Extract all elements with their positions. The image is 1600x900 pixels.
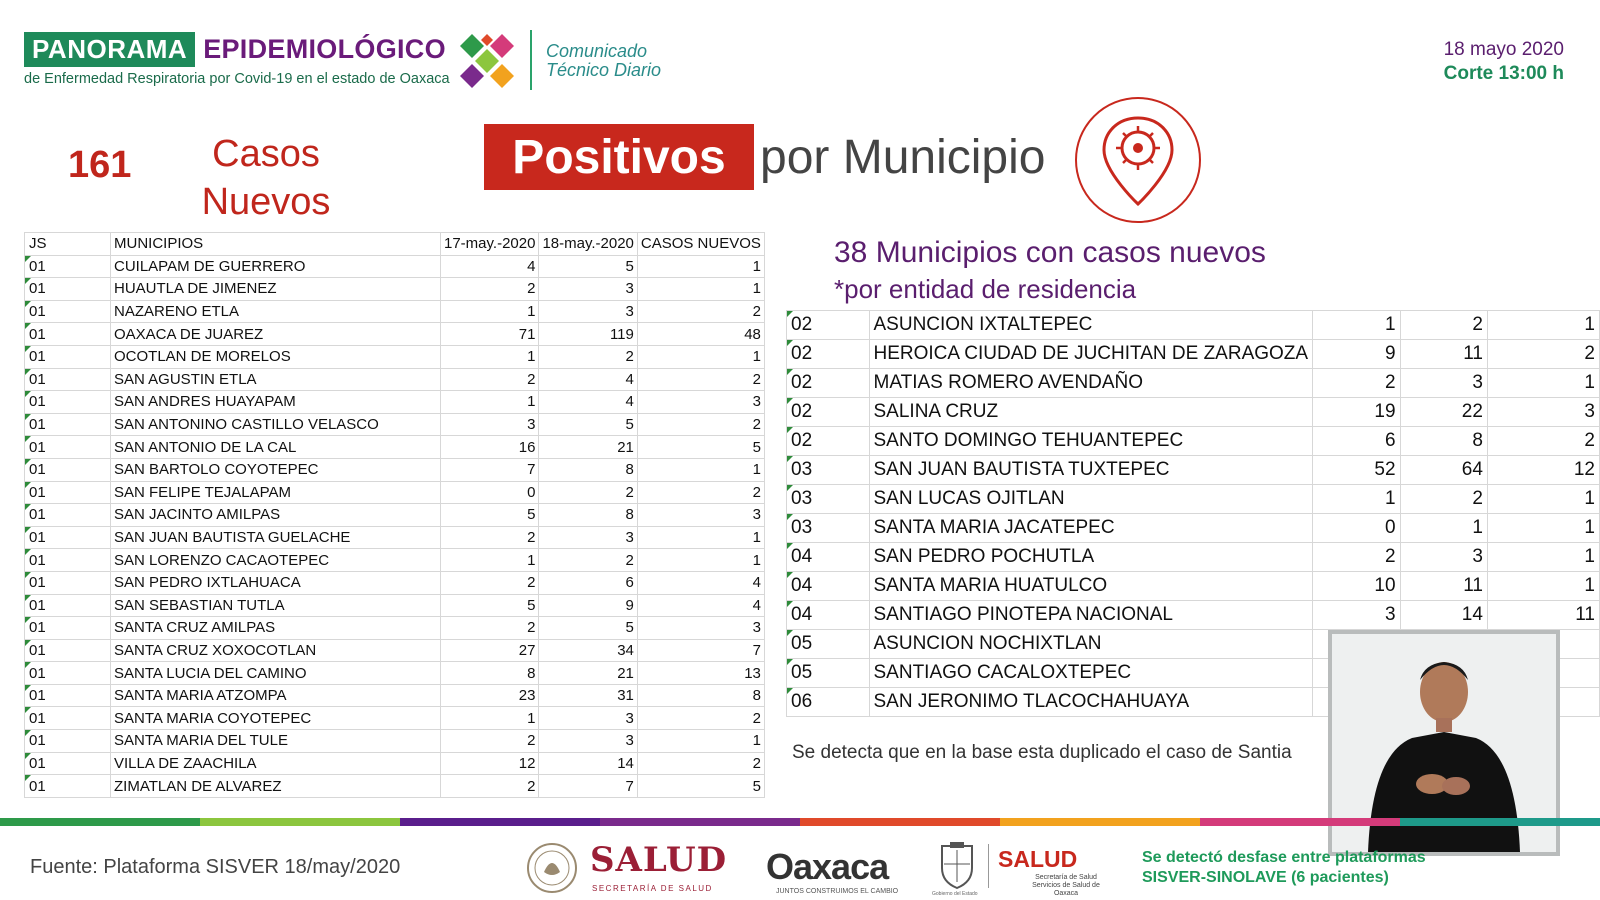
state-coat-of-arms-icon bbox=[938, 840, 976, 890]
count-18-may-cell: 9 bbox=[539, 594, 637, 617]
count-18-may-cell: 21 bbox=[539, 662, 637, 685]
table-row bbox=[787, 456, 1600, 485]
count-18-may-cell: 3 bbox=[1400, 369, 1487, 398]
report-cutoff: Corte 13:00 h bbox=[1443, 63, 1564, 84]
right-panel-subtitle: *por entidad de residencia bbox=[834, 274, 1137, 304]
municipio-cell: SANTA MARIA ATZOMPA bbox=[111, 684, 441, 707]
count-18-may-cell: 11 bbox=[1400, 572, 1487, 601]
js-cell: 01 bbox=[25, 278, 111, 301]
count-17-may-cell: 2 bbox=[441, 571, 539, 594]
casos-nuevos-cell: 1 bbox=[1487, 572, 1599, 601]
casos-nuevos-cell: 2 bbox=[637, 300, 764, 323]
count-18-may-cell: 8 bbox=[539, 458, 637, 481]
js-cell: 06 bbox=[787, 688, 870, 717]
casos-nuevos-cell: 2 bbox=[637, 481, 764, 504]
count-18-may-cell: 3 bbox=[539, 730, 637, 753]
count-17-may-cell: 1 bbox=[441, 707, 539, 730]
count-17-may-cell: 5 bbox=[441, 504, 539, 527]
municipio-cell: SAN LORENZO CACAOTEPEC bbox=[111, 549, 441, 572]
casos-nuevos-cell: 1 bbox=[1487, 485, 1599, 514]
municipio-cell: SAN PEDRO IXTLAHUACA bbox=[111, 571, 441, 594]
duplicate-note: Se detecta que en la base esta duplicado el caso de Santia bbox=[792, 742, 1292, 763]
municipio-cell: ASUNCION NOCHIXTLAN bbox=[869, 630, 1313, 659]
table-row bbox=[25, 662, 765, 685]
casos-nuevos-cell: 3 bbox=[637, 391, 764, 414]
js-cell: 01 bbox=[25, 255, 111, 278]
desfase-note bbox=[1142, 848, 1426, 888]
table-row bbox=[25, 752, 765, 775]
js-cell: 01 bbox=[25, 345, 111, 368]
count-17-may-cell: 1 bbox=[441, 549, 539, 572]
js-cell: 01 bbox=[25, 323, 111, 346]
casos-nuevos-cell: 13 bbox=[637, 662, 764, 685]
count-17-may-cell: 1 bbox=[441, 391, 539, 414]
municipio-cell: HUAUTLA DE JIMENEZ bbox=[111, 278, 441, 301]
count-17-may-cell: 19 bbox=[1313, 398, 1400, 427]
casos-nuevos-cell: 1 bbox=[637, 255, 764, 278]
js-cell: 01 bbox=[25, 549, 111, 572]
casos-nuevos-cell: 2 bbox=[637, 707, 764, 730]
count-17-may-cell: 2 bbox=[441, 278, 539, 301]
js-cell: 01 bbox=[25, 458, 111, 481]
left-table-header-row bbox=[25, 233, 765, 256]
table-row bbox=[25, 413, 765, 436]
count-18-may-cell: 64 bbox=[1400, 456, 1487, 485]
municipio-cell: HEROICA CIUDAD DE JUCHITAN DE ZARAGOZA bbox=[869, 340, 1313, 369]
count-18-may-cell: 2 bbox=[1400, 311, 1487, 340]
js-cell: 03 bbox=[787, 514, 870, 543]
count-17-may-cell: 0 bbox=[441, 481, 539, 504]
count-17-may-cell: 0 bbox=[1313, 514, 1400, 543]
js-cell: 01 bbox=[25, 639, 111, 662]
band-segment bbox=[1000, 818, 1200, 826]
municipio-cell: OCOTLAN DE MORELOS bbox=[111, 345, 441, 368]
report-date: 18 mayo 2020 bbox=[1443, 39, 1564, 60]
casos-nuevos-cell: 1 bbox=[1487, 311, 1599, 340]
diamonds-logo-icon bbox=[458, 32, 516, 90]
table-row bbox=[787, 572, 1600, 601]
casos-nuevos-cell: 1 bbox=[637, 526, 764, 549]
municipio-cell: SANTA LUCIA DEL CAMINO bbox=[111, 662, 441, 685]
count-18-may-cell: 8 bbox=[1400, 427, 1487, 456]
table-row bbox=[25, 526, 765, 549]
municipio-cell: SAN PEDRO POCHUTLA bbox=[869, 543, 1313, 572]
count-18-may-cell: 6 bbox=[539, 571, 637, 594]
band-segment bbox=[800, 818, 1000, 826]
municipio-cell: SAN JUAN BAUTISTA TUXTEPEC bbox=[869, 456, 1313, 485]
count-18-may-cell: 21 bbox=[539, 436, 637, 459]
header-js: JS bbox=[25, 233, 111, 256]
js-cell: 01 bbox=[25, 300, 111, 323]
municipio-cell: ASUNCION IXTALTEPEC bbox=[869, 311, 1313, 340]
casos-nuevos-cell: 2 bbox=[637, 413, 764, 436]
title-positivos: Positivos bbox=[484, 124, 754, 190]
virus-location-pin-icon bbox=[1074, 96, 1202, 224]
count-18-may-cell: 3 bbox=[539, 526, 637, 549]
count-17-may-cell: 10 bbox=[1313, 572, 1400, 601]
count-18-may-cell: 2 bbox=[539, 345, 637, 368]
municipio-cell: NAZARENO ETLA bbox=[111, 300, 441, 323]
municipio-cell: SALINA CRUZ bbox=[869, 398, 1313, 427]
js-cell: 01 bbox=[25, 571, 111, 594]
casos-nuevos-cell: 1 bbox=[637, 458, 764, 481]
table-row bbox=[25, 504, 765, 527]
municipio-cell: SANTA MARIA HUATULCO bbox=[869, 572, 1313, 601]
count-18-may-cell: 4 bbox=[539, 391, 637, 414]
brand-panorama: PANORAMA bbox=[24, 32, 195, 67]
count-17-may-cell: 2 bbox=[441, 730, 539, 753]
js-cell: 01 bbox=[25, 707, 111, 730]
casos-nuevos-cell: 5 bbox=[637, 775, 764, 798]
count-17-may-cell: 6 bbox=[1313, 427, 1400, 456]
count-18-may-cell: 11 bbox=[1400, 340, 1487, 369]
js-cell: 01 bbox=[25, 391, 111, 414]
brand-subtitle: de Enfermedad Respiratoria por Covid-19 en el estado de Oaxaca bbox=[24, 71, 450, 87]
casos-nuevos-cell: 5 bbox=[637, 436, 764, 459]
table-row bbox=[25, 707, 765, 730]
js-cell: 02 bbox=[787, 340, 870, 369]
municipio-cell: SANTIAGO CACALOXTEPEC bbox=[869, 659, 1313, 688]
table-row bbox=[25, 323, 765, 346]
count-18-may-cell: 22 bbox=[1400, 398, 1487, 427]
table-row bbox=[25, 639, 765, 662]
casos-nuevos-cell: 3 bbox=[1487, 398, 1599, 427]
comunicado-line2: Técnico Diario bbox=[546, 60, 662, 80]
municipio-cell: MATIAS ROMERO AVENDAÑO bbox=[869, 369, 1313, 398]
count-17-may-cell: 2 bbox=[441, 617, 539, 640]
table-row bbox=[787, 398, 1600, 427]
count-17-may-cell: 23 bbox=[441, 684, 539, 707]
js-cell: 01 bbox=[25, 526, 111, 549]
count-17-may-cell: 12 bbox=[441, 752, 539, 775]
casos-nuevos-cell: 48 bbox=[637, 323, 764, 346]
js-cell: 01 bbox=[25, 504, 111, 527]
js-cell: 02 bbox=[787, 398, 870, 427]
table-row bbox=[25, 775, 765, 798]
table-row bbox=[25, 684, 765, 707]
municipio-cell: SAN JUAN BAUTISTA GUELACHE bbox=[111, 526, 441, 549]
header-municipios: MUNICIPIOS bbox=[111, 233, 441, 256]
js-cell: 01 bbox=[25, 752, 111, 775]
header-17-may: 17-may.-2020 bbox=[441, 233, 539, 256]
municipio-cell: SANTA MARIA DEL TULE bbox=[111, 730, 441, 753]
band-segment bbox=[1400, 818, 1600, 826]
js-cell: 01 bbox=[25, 617, 111, 640]
table-row bbox=[25, 391, 765, 414]
municipio-cell: SAN ANTONINO CASTILLO VELASCO bbox=[111, 413, 441, 436]
table-row bbox=[787, 311, 1600, 340]
table-row bbox=[25, 436, 765, 459]
table-row bbox=[25, 255, 765, 278]
casos-nuevos-cell: 2 bbox=[1487, 427, 1599, 456]
js-cell: 04 bbox=[787, 601, 870, 630]
count-17-may-cell: 2 bbox=[441, 368, 539, 391]
table-row bbox=[787, 601, 1600, 630]
js-cell: 02 bbox=[787, 369, 870, 398]
count-18-may-cell: 2 bbox=[1400, 485, 1487, 514]
count-18-may-cell: 31 bbox=[539, 684, 637, 707]
casos-nuevos-cell: 3 bbox=[637, 504, 764, 527]
count-17-may-cell: 3 bbox=[1313, 601, 1400, 630]
js-cell: 03 bbox=[787, 485, 870, 514]
municipio-cell: SANTIAGO PINOTEPA NACIONAL bbox=[869, 601, 1313, 630]
count-18-may-cell: 8 bbox=[539, 504, 637, 527]
table-row bbox=[787, 514, 1600, 543]
count-17-may-cell: 2 bbox=[441, 526, 539, 549]
casos-nuevos-cell: 2 bbox=[637, 752, 764, 775]
count-17-may-cell: 1 bbox=[441, 345, 539, 368]
band-segment bbox=[200, 818, 400, 826]
municipio-cell: SAN AGUSTIN ETLA bbox=[111, 368, 441, 391]
count-18-may-cell: 14 bbox=[1400, 601, 1487, 630]
casos-nuevos-cell: 4 bbox=[637, 571, 764, 594]
header-18-may: 18-may.-2020 bbox=[539, 233, 637, 256]
js-cell: 04 bbox=[787, 572, 870, 601]
table-row bbox=[787, 369, 1600, 398]
salud-logo: SALUD bbox=[590, 840, 728, 880]
table-row bbox=[787, 427, 1600, 456]
salud-oaxaca-logo: SALUD bbox=[998, 846, 1078, 872]
casos-nuevos-cell: 2 bbox=[1487, 340, 1599, 369]
count-17-may-cell: 8 bbox=[441, 662, 539, 685]
casos-nuevos-cell: 1 bbox=[637, 730, 764, 753]
count-17-may-cell: 5 bbox=[441, 594, 539, 617]
js-cell: 02 bbox=[787, 427, 870, 456]
js-cell: 03 bbox=[787, 456, 870, 485]
municipio-cell: SAN ANDRES HUAYAPAM bbox=[111, 391, 441, 414]
count-17-may-cell: 9 bbox=[1313, 340, 1400, 369]
footer-divider bbox=[988, 844, 989, 888]
count-17-may-cell: 16 bbox=[441, 436, 539, 459]
casos-nuevos-cell: 1 bbox=[1487, 543, 1599, 572]
count-17-may-cell: 2 bbox=[1313, 543, 1400, 572]
js-cell: 01 bbox=[25, 684, 111, 707]
js-cell: 02 bbox=[787, 311, 870, 340]
table-row bbox=[787, 340, 1600, 369]
municipio-cell: SANTA MARIA COYOTEPEC bbox=[111, 707, 441, 730]
casos-nuevos-cell: 12 bbox=[1487, 456, 1599, 485]
band-segment bbox=[600, 818, 800, 826]
municipio-cell: SAN BARTOLO COYOTEPEC bbox=[111, 458, 441, 481]
escudo-sub: Gobierno del Estado bbox=[932, 891, 978, 897]
js-cell: 01 bbox=[25, 481, 111, 504]
casos-nuevos-cell: 1 bbox=[637, 278, 764, 301]
table-row bbox=[25, 345, 765, 368]
table-row bbox=[25, 458, 765, 481]
casos-nuevos-cell: 11 bbox=[1487, 601, 1599, 630]
count-18-may-cell: 1 bbox=[1400, 514, 1487, 543]
oaxaca-logo-sub: JUNTOS CONSTRUIMOS EL CAMBIO bbox=[776, 888, 899, 895]
js-cell: 01 bbox=[25, 662, 111, 685]
desfase-line2: SISVER-SINOLAVE (6 pacientes) bbox=[1142, 869, 1389, 886]
count-18-may-cell: 5 bbox=[539, 617, 637, 640]
brand-block bbox=[24, 32, 450, 87]
js-cell: 01 bbox=[25, 368, 111, 391]
municipio-cell: ZIMATLAN DE ALVAREZ bbox=[111, 775, 441, 798]
count-17-may-cell: 1 bbox=[441, 300, 539, 323]
desfase-line1: Se detectó desfase entre plataformas bbox=[1142, 849, 1426, 866]
new-cases-line1: Casos bbox=[212, 133, 320, 175]
count-18-may-cell: 7 bbox=[539, 775, 637, 798]
count-18-may-cell: 3 bbox=[539, 707, 637, 730]
table-row bbox=[25, 730, 765, 753]
js-cell: 05 bbox=[787, 659, 870, 688]
municipio-cell: VILLA DE ZAACHILA bbox=[111, 752, 441, 775]
brand-epidemiologico: EPIDEMIOLÓGICO bbox=[203, 34, 446, 64]
casos-nuevos-cell: 8 bbox=[637, 684, 764, 707]
count-17-may-cell: 52 bbox=[1313, 456, 1400, 485]
salud-oaxaca-sub: Secretaría de Salud Servicios de Salud de Oaxaca bbox=[1032, 874, 1100, 897]
municipio-cell: CUILAPAM DE GUERRERO bbox=[111, 255, 441, 278]
count-18-may-cell: 3 bbox=[1400, 543, 1487, 572]
right-panel-title: 38 Municipios con casos nuevos bbox=[834, 236, 1266, 269]
band-segment bbox=[0, 818, 200, 826]
count-17-may-cell: 7 bbox=[441, 458, 539, 481]
casos-nuevos-cell: 1 bbox=[1487, 514, 1599, 543]
municipio-cell: SANTA MARIA JACATEPEC bbox=[869, 514, 1313, 543]
municipio-cell: SAN FELIPE TEJALAPAM bbox=[111, 481, 441, 504]
count-17-may-cell: 1 bbox=[1313, 485, 1400, 514]
js-cell: 01 bbox=[25, 775, 111, 798]
municipio-cell: SAN ANTONIO DE LA CAL bbox=[111, 436, 441, 459]
count-18-may-cell: 14 bbox=[539, 752, 637, 775]
count-18-may-cell: 5 bbox=[539, 413, 637, 436]
count-17-may-cell: 27 bbox=[441, 639, 539, 662]
left-municipios-table bbox=[24, 232, 765, 798]
casos-nuevos-cell: 1 bbox=[637, 345, 764, 368]
js-cell: 01 bbox=[25, 436, 111, 459]
js-cell: 04 bbox=[787, 543, 870, 572]
municipio-cell: SANTA CRUZ AMILPAS bbox=[111, 617, 441, 640]
table-row bbox=[25, 368, 765, 391]
js-cell: 01 bbox=[25, 594, 111, 617]
count-17-may-cell: 3 bbox=[441, 413, 539, 436]
municipio-cell: SANTO DOMINGO TEHUANTEPEC bbox=[869, 427, 1313, 456]
table-row bbox=[25, 300, 765, 323]
count-17-may-cell: 71 bbox=[441, 323, 539, 346]
header-divider bbox=[530, 30, 532, 90]
table-row bbox=[25, 549, 765, 572]
count-18-may-cell: 34 bbox=[539, 639, 637, 662]
salud-logo-sub: SECRETARÍA DE SALUD bbox=[592, 884, 713, 893]
casos-nuevos-cell: 1 bbox=[1487, 369, 1599, 398]
count-17-may-cell: 1 bbox=[1313, 311, 1400, 340]
table-row bbox=[25, 278, 765, 301]
js-cell: 05 bbox=[787, 630, 870, 659]
national-seal-icon bbox=[526, 842, 578, 894]
table-row bbox=[25, 617, 765, 640]
municipio-cell: SANTA CRUZ XOXOCOTLAN bbox=[111, 639, 441, 662]
comunicado-label bbox=[546, 42, 661, 80]
count-18-may-cell: 2 bbox=[539, 481, 637, 504]
count-18-may-cell: 4 bbox=[539, 368, 637, 391]
table-row bbox=[25, 571, 765, 594]
oaxaca-logo: Oaxaca bbox=[766, 846, 889, 887]
table-row bbox=[787, 485, 1600, 514]
municipio-cell: SAN JACINTO AMILPAS bbox=[111, 504, 441, 527]
band-segment bbox=[400, 818, 600, 826]
casos-nuevos-cell: 7 bbox=[637, 639, 764, 662]
count-18-may-cell: 3 bbox=[539, 300, 637, 323]
header-casos-nuevos: CASOS NUEVOS bbox=[637, 233, 764, 256]
left-table-body bbox=[25, 233, 765, 798]
new-cases-line2: Nuevos bbox=[201, 181, 331, 223]
count-17-may-cell: 2 bbox=[1313, 369, 1400, 398]
count-18-may-cell: 5 bbox=[539, 255, 637, 278]
new-cases-count: 161 bbox=[68, 144, 132, 186]
casos-nuevos-cell: 4 bbox=[637, 594, 764, 617]
source-text: Fuente: Plataforma SISVER 18/may/2020 bbox=[30, 856, 401, 878]
brand-title-row bbox=[24, 32, 450, 67]
municipio-cell: SAN JERONIMO TLACOCHAHUAYA bbox=[869, 688, 1313, 717]
color-band bbox=[0, 818, 1600, 826]
municipio-cell: OAXACA DE JUAREZ bbox=[111, 323, 441, 346]
count-17-may-cell: 4 bbox=[441, 255, 539, 278]
js-cell: 01 bbox=[25, 730, 111, 753]
comunicado-line1: Comunicado bbox=[546, 41, 648, 61]
new-cases-label bbox=[196, 130, 336, 226]
count-17-may-cell: 2 bbox=[441, 775, 539, 798]
table-row bbox=[25, 594, 765, 617]
band-segment bbox=[1200, 818, 1400, 826]
count-18-may-cell: 3 bbox=[539, 278, 637, 301]
casos-nuevos-cell: 2 bbox=[637, 368, 764, 391]
report-date-block bbox=[1444, 38, 1564, 86]
table-row bbox=[787, 543, 1600, 572]
municipio-cell: SAN LUCAS OJITLAN bbox=[869, 485, 1313, 514]
js-cell: 01 bbox=[25, 413, 111, 436]
count-18-may-cell: 119 bbox=[539, 323, 637, 346]
count-18-may-cell: 2 bbox=[539, 549, 637, 572]
municipio-cell: SAN SEBASTIAN TUTLA bbox=[111, 594, 441, 617]
casos-nuevos-cell: 1 bbox=[637, 549, 764, 572]
casos-nuevos-cell: 3 bbox=[637, 617, 764, 640]
table-row bbox=[25, 481, 765, 504]
title-por-municipio: por Municipio bbox=[760, 131, 1046, 184]
